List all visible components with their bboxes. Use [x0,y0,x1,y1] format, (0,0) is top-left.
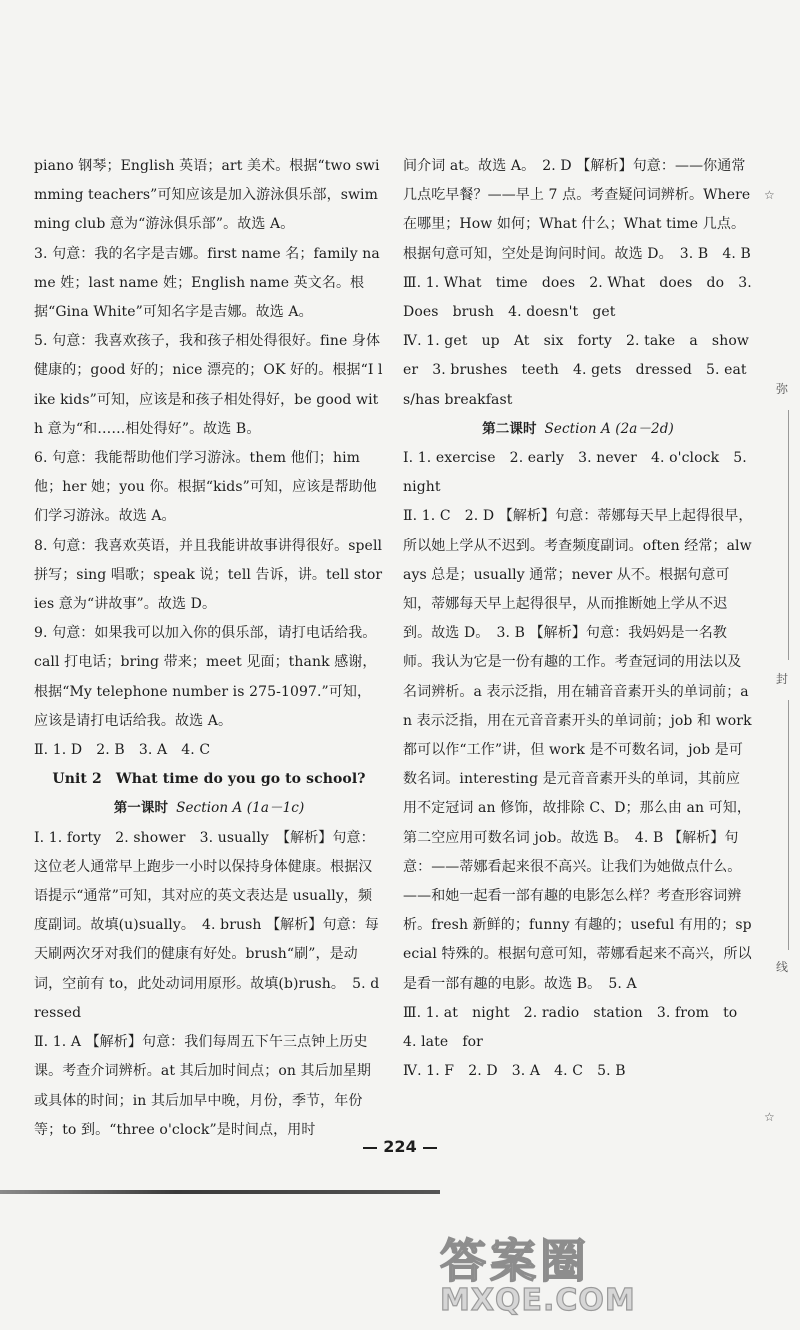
seal-line [788,410,789,660]
seal-char: 封 [776,672,789,686]
footer-rule [0,1190,440,1194]
dash-icon [423,1147,437,1149]
right-column [403,152,753,1087]
answer-paragraph: Ⅱ. 1. C 2. D 【解析】句意：蒂娜每天早上起得很早，所以她上学从不迟到。考查频度副词。often 经常；always 总是；usually 通常；never 从不。根据句意可知，蒂娜每天早上起得很早，从而推断她上学从不迟到。故选 D。 3. B 【解析】句意：我妈妈是一名教师。我认为它是一份有趣的工作。考查冠词的用法以及名词辨析。a 表示泛指，用在辅音音素开头的单词前；an 表示泛指，用在元音音素开头的单词前；job 和 work 都可以作“工作”讲，但 work 是不可数名词，job 是可数名词。interesting 是元音音素开头的单词，其前应用不定冠词 an 修饰，故排除 C、D；那么由 an 可知，第二空应用可数名词 job。故选 B。 4. B 【解析】句意：——蒂娜看起来很不高兴。让我们为她做点什么。——和她一起看一部有趣的电影怎么样？考查形容词辨析。fresh 新鲜的；funny 有趣的；useful 有用的；special 特殊的。根据句意可知，蒂娜看起来不高兴，所以是看一部有趣的电影。故选 B。 5. A [403,508,753,992]
answer-paragraph: 5. 句意：我喜欢孩子，我和孩子相处得很好。fine 身体健康的；good 好的；nice 漂亮的；OK 好的。根据“I like kids”可知，应该是和孩子相处得好，be good with 意为“和……相处得好”。故选 B。 [34,333,383,437]
left-column [34,152,384,1145]
answer-paragraph: Ⅳ. 1. get up At six forty 2. take a shower 3. brushes teeth 4. gets dressed 5. eats/has breakfast [403,333,749,408]
seal-line-margin [762,180,798,1140]
lesson-title: 第一课时 [113,800,169,817]
answer-paragraph: piano 钢琴；English 英语；art 美术。根据“two swimming teachers”可知应该是加入游泳俱乐部，swimming club 意为“游泳俱乐部”。故选 A。 [34,158,380,233]
lesson-title: 第二课时 [482,420,537,437]
page-number-text: 224 [383,1137,417,1156]
seal-char: 弥 [776,382,789,396]
page-number [0,1137,800,1156]
watermark-url: MXQE.COM [440,1283,636,1318]
lesson-heading [403,415,753,444]
lesson-section: Section A (2a－2d) [544,420,674,437]
answer-paragraph: Ⅲ. 1. What time does 2. What does do 3. Does brush 4. doesn't get [403,274,752,321]
answer-paragraph: Ⅲ. 1. at night 2. radio station 3. from to 4. late for [403,1004,752,1051]
seal-line [788,700,789,950]
star-icon: ☆ [764,1110,775,1124]
answer-paragraph: 3. 句意：我的名字是吉娜。first name 名；family name 姓；last name 姓；English name 英文名。根据“Gina White”可知名字是吉娜。故选 A。 [34,245,380,321]
unit-heading: Unit 2 What time do you go to school? [52,771,366,788]
answer-paragraph: 9. 句意：如果我可以加入你的俱乐部，请打电话给我。call 打电话；bring 带来；meet 见面；thank 感谢，根据“My telephone number is 275-1097.”可知，应该是请打电话给我。故选 A。 [34,625,377,729]
answer-paragraph: Ⅰ. 1. exercise 2. early 3. never 4. o'clock 5. night [403,450,747,496]
watermark-title: 答案圈 [440,1234,590,1288]
answer-paragraph: Ⅱ. 1. D 2. B 3. A 4. C [34,742,211,759]
answer-paragraph: 间介词 at。故选 A。 2. D 【解析】句意：——你通常几点吃早餐？——早上 7 点。考查疑问词辨析。Where 在哪里；How 如何；What 什么；What time 几点。根据句意可知，空处是询问时间。故选 D。 3. B 4. B [403,158,751,262]
answer-paragraph: Ⅱ. 1. A 【解析】句意：我们每周五下午三点钟上历史课。考查介词辨析。at 其后加时间点；on 其后加星期或具体的时间；in 其后加早中晚，月份，季节，年份等；to 到。“three o'clock”是时间点，用时 [34,1034,372,1138]
answer-paragraph: 8. 句意：我喜欢英语，并且我能讲故事讲得很好。spell 拼写；sing 唱歌；speak 说；tell 告诉，讲。tell stories 意为“讲故事”。故选 D。 [34,537,383,613]
seal-char: 线 [776,960,789,974]
answer-paragraph: Ⅳ. 1. F 2. D 3. A 4. C 5. B [403,1063,626,1080]
star-icon: ☆ [764,188,775,202]
answer-paragraph: Ⅰ. 1. forty 2. shower 3. usually 【解析】句意：这位老人通常早上跑步一小时以保持身体健康。根据汉语提示“通常”可知，其对应的英文表达是 usually，频度副词。故填(u)sually。 4. brush 【解析】句意：每天刷两次牙对我们的健康有好处。brush“刷”，是动词，空前有 to，此处动词用原形。故填(b)rush。 5. dressed [34,829,380,1021]
watermark-logo [440,1225,790,1325]
answer-paragraph: 6. 句意：我能帮助他们学习游泳。them 他们；him 他；her 她；you 你。根据“kids”可知，应该是帮助他们学习游泳。故选 A。 [34,450,377,525]
dash-icon [363,1147,377,1149]
lesson-section: Section A (1a－1c) [176,800,305,817]
lesson-heading [34,794,384,823]
